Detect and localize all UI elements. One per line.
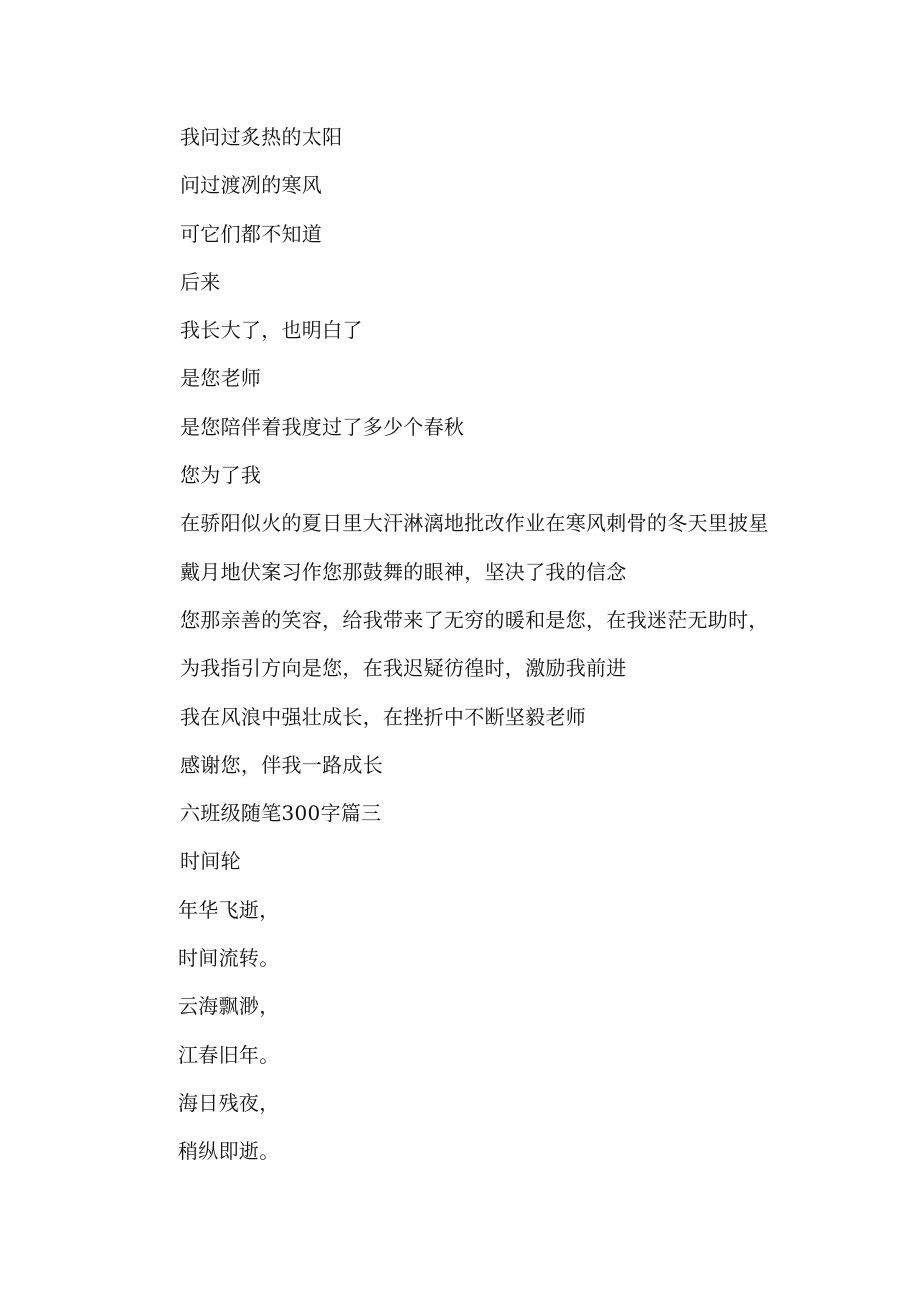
text-line: 我长大了，也明白了 [180,318,363,343]
poem-line: 稍纵即逝。 [178,1139,280,1164]
poem-line: 江春旧年。 [178,1042,280,1067]
text-line: 我在风浪中强壮成长，在挫折中不断坚毅老师 [180,704,586,729]
poem-line: 云海飘渺， [178,994,280,1019]
text-line: 问过渡冽的寒风 [180,173,323,198]
text-line: 是您陪伴着我度过了多少个春秋 [180,414,465,439]
poem-line: 海日残夜， [178,1090,280,1115]
text-line: 可它们都不知道 [180,221,323,246]
section-heading: 六班级随笔300字篇三 [180,801,382,826]
text-line: 您那亲善的笑容，给我带来了无穷的暖和是您，在我迷茫无助时， [180,607,769,632]
text-line: 后来 [180,269,221,294]
text-line: 为我指引方向是您，在我迟疑彷徨时，激励我前进 [180,656,627,681]
text-line: 是您老师 [180,366,262,391]
poem-line: 年华飞逝， [178,897,280,922]
text-line: 我问过炙热的太阳 [180,125,343,149]
poem-line: 时间流转。 [178,946,280,971]
text-line: 戴月地伏案习作您那鼓舞的眼神，坚决了我的信念 [180,559,627,584]
text-line: 您为了我 [180,463,262,488]
poem-title: 时间轮 [180,849,241,874]
text-line: 感谢您，伴我一路成长 [180,752,383,777]
text-line: 在骄阳似火的夏日里大汗淋漓地批改作业在寒风刺骨的冬天里披星 [180,511,769,536]
document-body [180,119,820,1182]
